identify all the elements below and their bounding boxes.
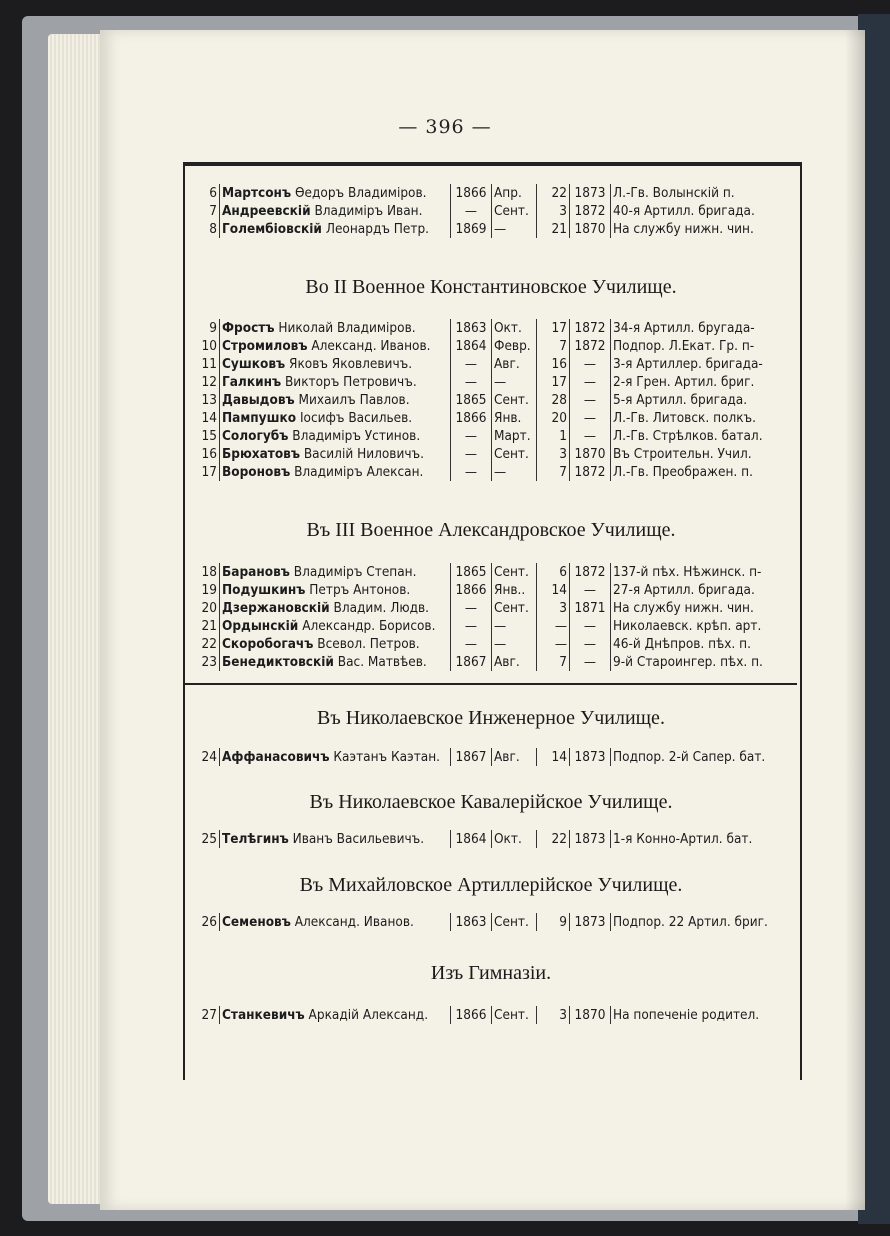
table-row xyxy=(185,445,797,463)
student-surname: Вороновъ xyxy=(222,464,291,480)
entry-month: — xyxy=(492,463,537,481)
student-name xyxy=(220,409,451,427)
row-number: 20 xyxy=(185,599,220,617)
student-name xyxy=(220,202,451,220)
entry-month: — xyxy=(492,617,537,635)
section-heading: Въ Николаевское Кавалерійское Училище. xyxy=(309,791,673,813)
table-row xyxy=(185,463,797,481)
section-heading: Въ Николаевское Инженерное Училище. xyxy=(317,707,665,729)
entry-year: 1867 xyxy=(451,653,492,671)
student-name xyxy=(220,355,451,373)
entry-year: — xyxy=(451,635,492,653)
row-number: 18 xyxy=(185,563,220,581)
table-row xyxy=(185,409,797,427)
student-given-names: Иванъ Васильевичъ. xyxy=(292,831,425,847)
entry-day: 7 xyxy=(537,337,570,355)
student-surname: Семеновъ xyxy=(222,914,291,930)
entry-day: — xyxy=(537,617,570,635)
entry-month: Янв. xyxy=(492,409,537,427)
entry-year: 1865 xyxy=(451,563,492,581)
student-name xyxy=(220,1006,451,1024)
row-number: 19 xyxy=(185,581,220,599)
student-surname: Андреевскій xyxy=(222,203,311,219)
entry-year: 1864 xyxy=(451,337,492,355)
section-artilleriyskoe xyxy=(185,913,797,931)
student-name xyxy=(220,653,451,671)
entry-month: Сент. xyxy=(492,391,537,409)
row-number: 25 xyxy=(185,830,220,848)
section-continuation xyxy=(185,184,797,238)
entry-year: — xyxy=(451,599,492,617)
row-number: 23 xyxy=(185,653,220,671)
exit-year: 1873 xyxy=(570,748,611,766)
student-given-names: Николай Владиміров. xyxy=(278,320,416,336)
exit-year: 1872 xyxy=(570,202,611,220)
table-row xyxy=(185,830,797,848)
entry-year: — xyxy=(451,617,492,635)
student-surname: Голембіовскій xyxy=(222,221,322,237)
destination: На службу нижн. чин. xyxy=(613,600,754,616)
entry-year: 1867 xyxy=(451,748,492,766)
entry-day: 16 xyxy=(537,355,570,373)
entry-month: Сент. xyxy=(492,445,537,463)
exit-year: — xyxy=(570,409,611,427)
student-given-names: Петръ Антонов. xyxy=(309,582,411,598)
exit-year: 1872 xyxy=(570,463,611,481)
student-given-names: Аркадій Александ. xyxy=(308,1007,429,1023)
destination: 1-я Конно-Артил. бат. xyxy=(613,831,753,847)
student-name xyxy=(220,748,451,766)
exit-year: 1872 xyxy=(570,319,611,337)
student-given-names: Александ. Иванов. xyxy=(311,338,431,354)
entry-year: — xyxy=(451,355,492,373)
student-given-names: Александр. Борисов. xyxy=(302,618,436,634)
student-given-names: Владиміръ Алексан. xyxy=(294,464,424,480)
student-given-names: Викторъ Петровичъ. xyxy=(284,374,417,390)
student-surname: Барановъ xyxy=(222,564,290,580)
entry-month: Сент. xyxy=(492,202,537,220)
table-row xyxy=(185,1006,797,1024)
row-number: 14 xyxy=(185,409,220,427)
row-number: 11 xyxy=(185,355,220,373)
destination: На попеченіе родител. xyxy=(613,1007,760,1023)
student-surname: Бенедиктовскій xyxy=(222,654,334,670)
student-name xyxy=(220,391,451,409)
student-surname: Подушкинъ xyxy=(222,582,306,598)
student-name xyxy=(220,220,451,238)
entry-month: Февр. xyxy=(492,337,537,355)
roster-table xyxy=(185,1006,797,1024)
entry-day: 3 xyxy=(537,599,570,617)
student-name xyxy=(220,830,451,848)
destination: 27-я Артилл. бригада. xyxy=(613,582,755,598)
destination: Подпор. 2-й Сапер. бат. xyxy=(613,749,766,765)
entry-day: 1 xyxy=(537,427,570,445)
entry-day: 3 xyxy=(537,1006,570,1024)
student-name xyxy=(220,319,451,337)
destination: Л.-Гв. Стрѣлков. батал. xyxy=(613,428,763,444)
entry-month: Янв.. xyxy=(492,581,537,599)
destination: Л.-Гв. Волынскій п. xyxy=(613,185,735,201)
destination: Николаевск. крѣп. арт. xyxy=(613,618,762,634)
student-given-names: Александ. Иванов. xyxy=(294,914,414,930)
entry-day: 20 xyxy=(537,409,570,427)
table-row xyxy=(185,913,797,931)
entry-month: Авг. xyxy=(492,653,537,671)
row-number: 7 xyxy=(185,202,220,220)
entry-day: 6 xyxy=(537,563,570,581)
table-row xyxy=(185,617,797,635)
student-name xyxy=(220,635,451,653)
entry-day: 22 xyxy=(537,184,570,202)
entry-day: 22 xyxy=(537,830,570,848)
roster-table xyxy=(185,830,797,848)
entry-month: Март. xyxy=(492,427,537,445)
table-row xyxy=(185,563,797,581)
section-heading: Во II Военное Константиновское Училище. xyxy=(305,276,677,298)
student-given-names: Владиміръ Степан. xyxy=(293,564,417,580)
student-surname: Телѣгинъ xyxy=(222,831,289,847)
student-surname: Брюхатовъ xyxy=(222,446,300,462)
row-number: 21 xyxy=(185,617,220,635)
row-number: 12 xyxy=(185,373,220,391)
student-name xyxy=(220,337,451,355)
entry-year: 1866 xyxy=(451,581,492,599)
section-inzhenernoe xyxy=(185,748,797,766)
entry-year: 1866 xyxy=(451,1006,492,1024)
entry-month: Окт. xyxy=(492,319,537,337)
exit-year: 1872 xyxy=(570,563,611,581)
destination: 137-й пѣх. Нѣжинск. п- xyxy=(613,564,762,580)
student-name xyxy=(220,563,451,581)
entry-day: 14 xyxy=(537,581,570,599)
entry-month: Авг. xyxy=(492,748,537,766)
student-surname: Стромиловъ xyxy=(222,338,308,354)
roster-table xyxy=(185,563,797,671)
entry-day: 21 xyxy=(537,220,570,238)
entry-month: Сент. xyxy=(492,1006,537,1024)
section-gimnazii xyxy=(185,1006,797,1024)
section-kavaleriyskoe xyxy=(185,830,797,848)
row-number: 10 xyxy=(185,337,220,355)
student-name xyxy=(220,184,451,202)
student-surname: Фростъ xyxy=(222,320,275,336)
table-row xyxy=(185,635,797,653)
section-rule xyxy=(185,683,797,685)
student-name xyxy=(220,445,451,463)
student-surname: Аффанасовичъ xyxy=(222,749,330,765)
roster-table xyxy=(185,913,797,931)
student-given-names: Владиміръ Иван. xyxy=(314,203,423,219)
exit-year: — xyxy=(570,373,611,391)
row-number: 6 xyxy=(185,184,220,202)
exit-year: — xyxy=(570,653,611,671)
entry-day: 3 xyxy=(537,202,570,220)
exit-year: — xyxy=(570,427,611,445)
row-number: 22 xyxy=(185,635,220,653)
section-aleksandrovskoe xyxy=(185,563,797,671)
entry-day: — xyxy=(537,635,570,653)
destination: На службу нижн. чин. xyxy=(613,221,754,237)
entry-year: 1864 xyxy=(451,830,492,848)
section-heading: Изъ Гимназіи. xyxy=(430,962,552,984)
exit-year: 1873 xyxy=(570,184,611,202)
entry-year: 1865 xyxy=(451,391,492,409)
entry-day: 28 xyxy=(537,391,570,409)
destination: Въ Строительн. Учил. xyxy=(613,446,752,462)
row-number: 9 xyxy=(185,319,220,337)
student-name xyxy=(220,463,451,481)
exit-year: 1870 xyxy=(570,1006,611,1024)
row-number: 13 xyxy=(185,391,220,409)
table-row xyxy=(185,220,797,238)
table-row xyxy=(185,653,797,671)
destination: 3-я Артиллер. бригада- xyxy=(613,356,763,372)
table-top-rule xyxy=(183,162,802,166)
entry-year: 1863 xyxy=(451,913,492,931)
student-given-names: Владим. Людв. xyxy=(333,600,429,616)
student-surname: Пампушко xyxy=(222,410,297,426)
destination: Л.-Гв. Преображен. п. xyxy=(613,464,753,480)
student-given-names: Михаилъ Павлов. xyxy=(298,392,410,408)
row-number: 15 xyxy=(185,427,220,445)
roster-table xyxy=(185,319,797,481)
destination: 34-я Артилл. бругада- xyxy=(613,320,755,336)
table-row xyxy=(185,581,797,599)
table-row xyxy=(185,355,797,373)
entry-day: 14 xyxy=(537,748,570,766)
student-given-names: Іосифъ Васильев. xyxy=(299,410,413,426)
exit-year: 1871 xyxy=(570,599,611,617)
table-row xyxy=(185,319,797,337)
destination: Подпор. Л.Екат. Гр. п- xyxy=(613,338,755,354)
row-number: 8 xyxy=(185,220,220,238)
student-name xyxy=(220,581,451,599)
destination: Л.-Гв. Литовск. полкъ. xyxy=(613,410,756,426)
exit-year: — xyxy=(570,635,611,653)
roster-table xyxy=(185,184,797,238)
entry-year: 1863 xyxy=(451,319,492,337)
entry-month: Апр. xyxy=(492,184,537,202)
student-given-names: Вас. Матвѣев. xyxy=(337,654,427,670)
student-surname: Сушковъ xyxy=(222,356,286,372)
student-name xyxy=(220,373,451,391)
entry-day: 7 xyxy=(537,653,570,671)
entry-day: 17 xyxy=(537,319,570,337)
row-number: 26 xyxy=(185,913,220,931)
entry-month: Сент. xyxy=(492,563,537,581)
row-number: 17 xyxy=(185,463,220,481)
student-given-names: Владиміръ Устинов. xyxy=(292,428,421,444)
entry-year: 1869 xyxy=(451,220,492,238)
entry-year: 1866 xyxy=(451,409,492,427)
student-surname: Галкинъ xyxy=(222,374,282,390)
student-surname: Ордынскій xyxy=(222,618,299,634)
roster-table xyxy=(185,748,797,766)
entry-year: — xyxy=(451,202,492,220)
student-given-names: Яковъ Яковлевичъ. xyxy=(289,356,413,372)
student-given-names: Каэтанъ Каэтан. xyxy=(333,749,441,765)
student-surname: Дзержановскій xyxy=(222,600,330,616)
table-row xyxy=(185,337,797,355)
table-row xyxy=(185,599,797,617)
table-row xyxy=(185,202,797,220)
destination: 40-я Артилл. бригада. xyxy=(613,203,755,219)
table-row xyxy=(185,391,797,409)
student-surname: Станкевичъ xyxy=(222,1007,305,1023)
exit-year: 1870 xyxy=(570,220,611,238)
entry-day: 7 xyxy=(537,463,570,481)
entry-day: 17 xyxy=(537,373,570,391)
student-name xyxy=(220,913,451,931)
entry-day: 9 xyxy=(537,913,570,931)
row-number: 24 xyxy=(185,748,220,766)
exit-year: — xyxy=(570,581,611,599)
section-heading: Въ III Военное Александровское Училище. xyxy=(306,519,676,541)
student-surname: Давыдовъ xyxy=(222,392,295,408)
entry-month: Авг. xyxy=(492,355,537,373)
section-konstantinovskoe xyxy=(185,319,797,481)
exit-year: 1872 xyxy=(570,337,611,355)
table-row xyxy=(185,184,797,202)
table-row xyxy=(185,373,797,391)
exit-year: 1873 xyxy=(570,830,611,848)
entry-month: — xyxy=(492,220,537,238)
exit-year: — xyxy=(570,617,611,635)
table-row xyxy=(185,427,797,445)
row-number: 16 xyxy=(185,445,220,463)
student-given-names: Өедоръ Владиміров. xyxy=(294,185,427,201)
row-number: 27 xyxy=(185,1006,220,1024)
student-name xyxy=(220,427,451,445)
student-surname: Сологубъ xyxy=(222,428,289,444)
destination: Подпор. 22 Артил. бриг. xyxy=(613,914,768,930)
exit-year: — xyxy=(570,391,611,409)
entry-month: — xyxy=(492,373,537,391)
student-given-names: Леонардъ Петр. xyxy=(325,221,430,237)
entry-month: — xyxy=(492,635,537,653)
student-given-names: Всевол. Петров. xyxy=(317,636,420,652)
exit-year: 1870 xyxy=(570,445,611,463)
exit-year: 1873 xyxy=(570,913,611,931)
student-surname: Скоробогачъ xyxy=(222,636,314,652)
entry-month: Окт. xyxy=(492,830,537,848)
entry-month: Сент. xyxy=(492,913,537,931)
page-gutter-shadow xyxy=(845,30,865,1210)
destination: 9-й Староингер. пѣх. п. xyxy=(613,654,763,670)
entry-day: 3 xyxy=(537,445,570,463)
table-row xyxy=(185,748,797,766)
page-number: — 396 — xyxy=(398,116,492,138)
student-given-names: Василій Ниловичъ. xyxy=(303,446,424,462)
entry-year: — xyxy=(451,463,492,481)
student-name xyxy=(220,617,451,635)
entry-year: 1866 xyxy=(451,184,492,202)
destination: 5-я Артилл. бригада. xyxy=(613,392,748,408)
destination: 46-й Днѣпров. пѣх. п. xyxy=(613,636,751,652)
entry-year: — xyxy=(451,445,492,463)
student-name xyxy=(220,599,451,617)
exit-year: — xyxy=(570,355,611,373)
student-surname: Мартсонъ xyxy=(222,185,292,201)
entry-month: Сент. xyxy=(492,599,537,617)
entry-year: — xyxy=(451,427,492,445)
destination: 2-я Грен. Артил. бриг. xyxy=(613,374,755,390)
entry-year: — xyxy=(451,373,492,391)
section-heading: Въ Михайловское Артиллерійское Училище. xyxy=(299,874,683,896)
